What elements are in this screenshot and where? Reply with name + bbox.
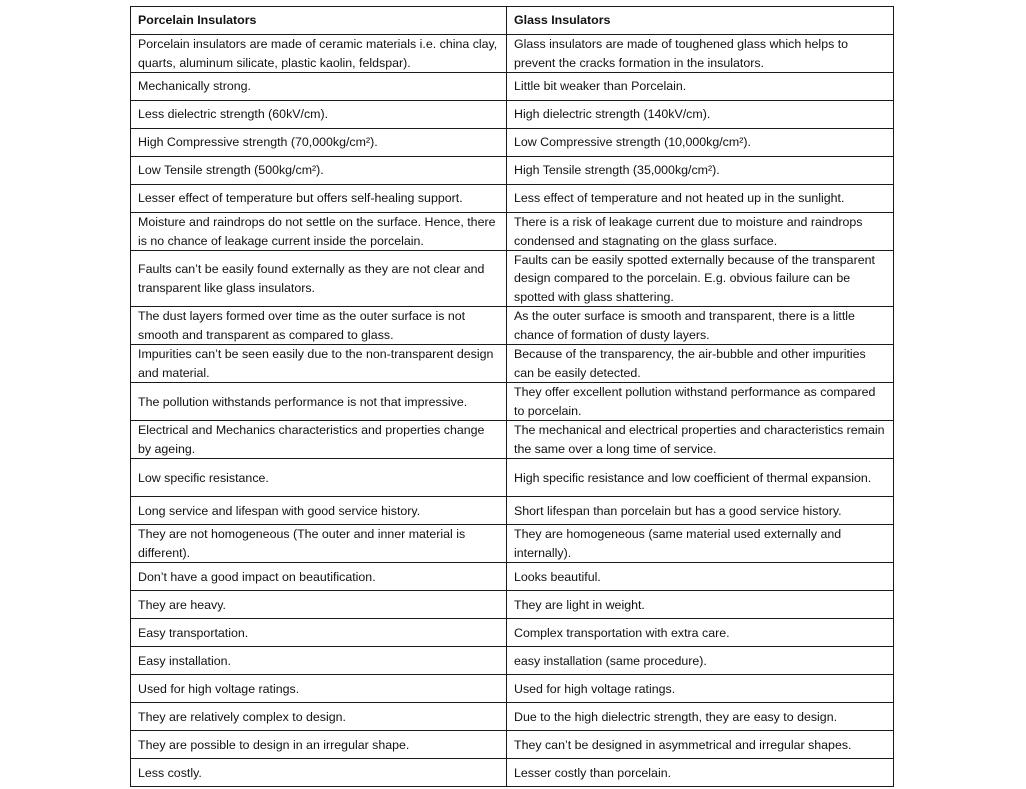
table-row	[131, 129, 894, 157]
cell-porcelain: Easy transportation.	[131, 619, 507, 647]
table-row	[131, 185, 894, 213]
cell-porcelain: Less costly.	[131, 759, 507, 787]
table-header	[131, 7, 894, 35]
cell-porcelain: Porcelain insulators are made of ceramic materials i.e. china clay, quarts, aluminum silicate, plastic kaolin, feldspar).	[131, 35, 507, 73]
header-glass: Glass Insulators	[507, 7, 894, 35]
cell-porcelain: Moisture and raindrops do not settle on the surface. Hence, there is no chance of leakage current inside the porcelain.	[131, 213, 507, 251]
cell-glass: Looks beautiful.	[507, 563, 894, 591]
cell-porcelain: They are heavy.	[131, 591, 507, 619]
cell-porcelain: Don’t have a good impact on beautification.	[131, 563, 507, 591]
header-porcelain: Porcelain Insulators	[131, 7, 507, 35]
table-row	[131, 563, 894, 591]
cell-glass: Less effect of temperature and not heated up in the sunlight.	[507, 185, 894, 213]
cell-porcelain: Mechanically strong.	[131, 73, 507, 101]
table-row	[131, 591, 894, 619]
table-row	[131, 213, 894, 251]
table-row	[131, 731, 894, 759]
cell-glass: Used for high voltage ratings.	[507, 675, 894, 703]
table-row	[131, 251, 894, 307]
table-row	[131, 383, 894, 421]
cell-glass: easy installation (same procedure).	[507, 647, 894, 675]
cell-porcelain: Impurities can’t be seen easily due to the non-transparent design and material.	[131, 345, 507, 383]
cell-glass: Due to the high dielectric strength, they are easy to design.	[507, 703, 894, 731]
table-row	[131, 345, 894, 383]
table-row	[131, 759, 894, 787]
cell-glass: Lesser costly than porcelain.	[507, 759, 894, 787]
cell-porcelain: Low Tensile strength (500kg/cm²).	[131, 157, 507, 185]
cell-glass: High Tensile strength (35,000kg/cm²).	[507, 157, 894, 185]
cell-porcelain: Lesser effect of temperature but offers self-healing support.	[131, 185, 507, 213]
cell-glass: Low Compressive strength (10,000kg/cm²).	[507, 129, 894, 157]
cell-glass: There is a risk of leakage current due to moisture and raindrops condensed and stagnating on the glass surface.	[507, 213, 894, 251]
cell-glass: Little bit weaker than Porcelain.	[507, 73, 894, 101]
cell-glass: As the outer surface is smooth and transparent, there is a little chance of formation of dusty layers.	[507, 307, 894, 345]
cell-porcelain: Used for high voltage ratings.	[131, 675, 507, 703]
table-row	[131, 497, 894, 525]
cell-glass: Glass insulators are made of toughened glass which helps to prevent the cracks formation in the insulators.	[507, 35, 894, 73]
table-row	[131, 525, 894, 563]
cell-porcelain: Easy installation.	[131, 647, 507, 675]
table-row	[131, 35, 894, 73]
cell-porcelain: Less dielectric strength (60kV/cm).	[131, 101, 507, 129]
cell-porcelain: They are not homogeneous (The outer and inner material is different).	[131, 525, 507, 563]
table-row	[131, 675, 894, 703]
cell-porcelain: They are relatively complex to design.	[131, 703, 507, 731]
cell-glass: High dielectric strength (140kV/cm).	[507, 101, 894, 129]
cell-glass: The mechanical and electrical properties and characteristics remain the same over a long time of service.	[507, 421, 894, 459]
cell-glass: Because of the transparency, the air-bubble and other impurities can be easily detected.	[507, 345, 894, 383]
table-row	[131, 73, 894, 101]
table-body	[131, 35, 894, 787]
cell-porcelain: Electrical and Mechanics characteristics and properties change by ageing.	[131, 421, 507, 459]
cell-porcelain: The dust layers formed over time as the outer surface is not smooth and transparent as compared to glass.	[131, 307, 507, 345]
table-row	[131, 647, 894, 675]
comparison-table	[130, 6, 894, 787]
cell-glass: Faults can be easily spotted externally because of the transparent design compared to the porcelain. E.g. obvious failure can be spotted with glass shattering.	[507, 251, 894, 307]
table-row	[131, 157, 894, 185]
cell-porcelain: Faults can’t be easily found externally as they are not clear and transparent like glass insulators.	[131, 251, 507, 307]
cell-glass: High specific resistance and low coefficient of thermal expansion.	[507, 459, 894, 497]
table-row	[131, 703, 894, 731]
cell-porcelain: High Compressive strength (70,000kg/cm²).	[131, 129, 507, 157]
header-row	[131, 7, 894, 35]
table-row	[131, 101, 894, 129]
table-row	[131, 459, 894, 497]
cell-porcelain: The pollution withstands performance is not that impressive.	[131, 383, 507, 421]
cell-glass: Short lifespan than porcelain but has a good service history.	[507, 497, 894, 525]
cell-glass: Complex transportation with extra care.	[507, 619, 894, 647]
cell-porcelain: They are possible to design in an irregular shape.	[131, 731, 507, 759]
cell-glass: They offer excellent pollution withstand performance as compared to porcelain.	[507, 383, 894, 421]
table-row	[131, 619, 894, 647]
cell-porcelain: Low specific resistance.	[131, 459, 507, 497]
table-row	[131, 421, 894, 459]
cell-glass: They are homogeneous (same material used externally and internally).	[507, 525, 894, 563]
cell-glass: They are light in weight.	[507, 591, 894, 619]
cell-porcelain: Long service and lifespan with good service history.	[131, 497, 507, 525]
table-row	[131, 307, 894, 345]
cell-glass: They can’t be designed in asymmetrical and irregular shapes.	[507, 731, 894, 759]
